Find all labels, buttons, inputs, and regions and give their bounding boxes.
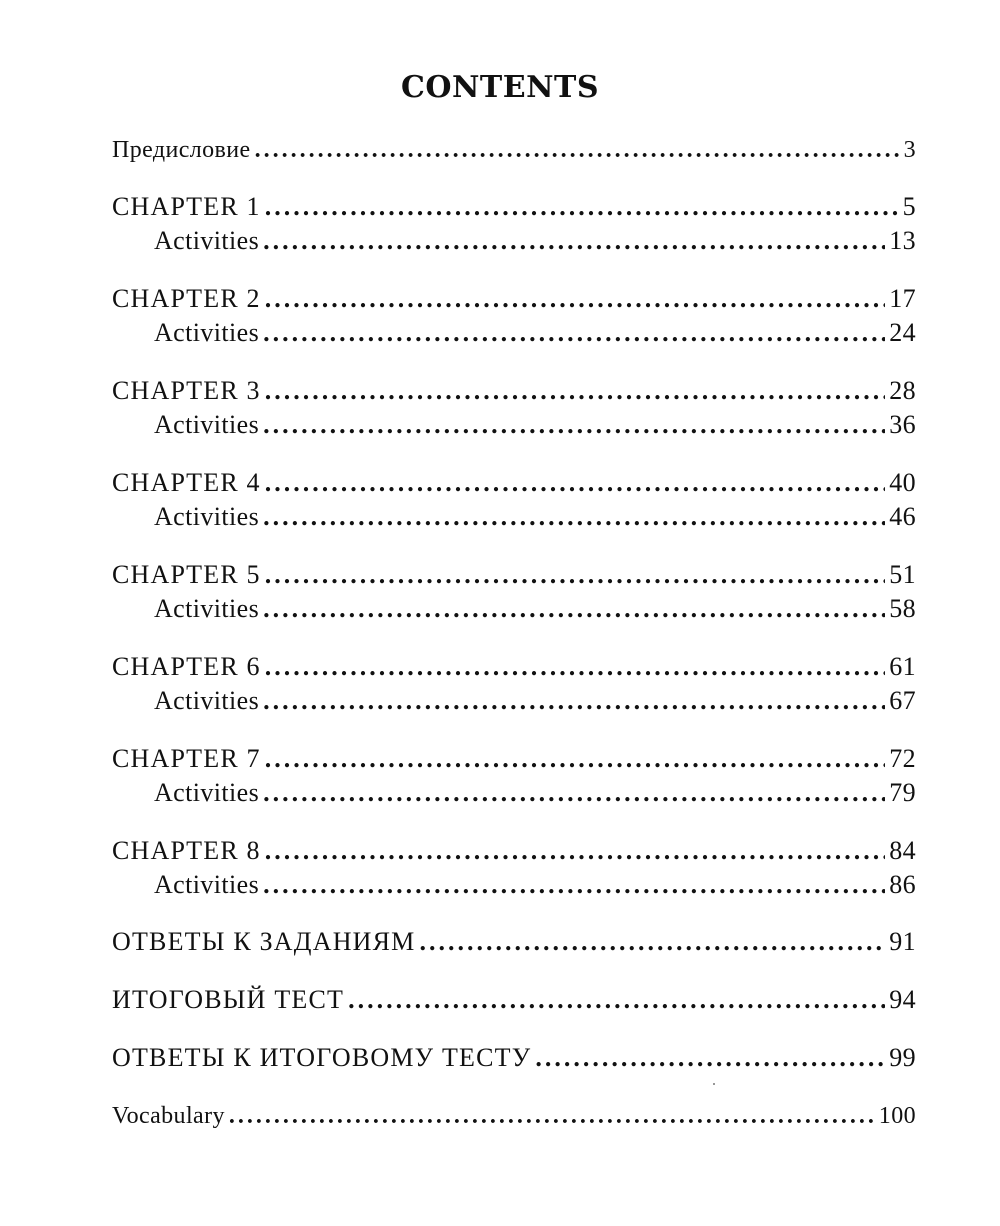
toc-entry-chapter-4[interactable] xyxy=(112,466,916,500)
toc-entry-label: Activities xyxy=(154,870,260,899)
toc-entry-label: ОТВЕТЫ К ЗАДАНИЯМ xyxy=(112,927,416,956)
toc-entry-label: Предисловие xyxy=(112,137,251,163)
toc-entry-label: Activities xyxy=(154,594,260,623)
toc-entry-activities-8[interactable] xyxy=(154,868,916,902)
dot-leader xyxy=(263,500,885,534)
toc-entry-page: 72 xyxy=(889,744,916,773)
toc-entry-activities-5[interactable] xyxy=(154,592,916,626)
toc-entry-label: Activities xyxy=(154,502,260,531)
toc-entry-page: 61 xyxy=(889,652,916,681)
dot-leader xyxy=(420,925,886,959)
toc-entry-page: 91 xyxy=(889,927,916,956)
toc-entry-label: CHAPTER 7 xyxy=(112,744,261,773)
toc-entry-label: CHAPTER 5 xyxy=(112,560,261,589)
toc-entry-page: 28 xyxy=(889,376,916,405)
toc-entry-page: 67 xyxy=(889,686,916,715)
dot-leader xyxy=(265,282,885,316)
toc-entry-activities-2[interactable] xyxy=(154,316,916,350)
toc-entry-chapter-3[interactable] xyxy=(112,374,916,408)
toc-entry-page: 99 xyxy=(889,1043,916,1072)
toc-entry-page: 17 xyxy=(889,284,916,313)
toc-entry-page: 86 xyxy=(889,870,916,899)
dot-leader xyxy=(263,592,885,626)
dot-leader xyxy=(265,374,885,408)
toc-entry-label: Activities xyxy=(154,226,260,255)
toc-entry-page: 58 xyxy=(889,594,916,623)
toc-entry-chapter-6[interactable] xyxy=(112,650,916,684)
toc-entry-activities-3[interactable] xyxy=(154,408,916,442)
toc-entry-label: Activities xyxy=(154,686,260,715)
toc-entry-final-test-answers[interactable] xyxy=(112,1041,916,1075)
dot-leader xyxy=(263,408,885,442)
page-title: CONTENTS xyxy=(400,70,600,105)
toc-entry-page: 13 xyxy=(889,226,916,255)
toc-entry-chapter-5[interactable] xyxy=(112,558,916,592)
toc-entry-label: CHAPTER 1 xyxy=(112,192,261,221)
dot-leader xyxy=(265,558,885,592)
toc-entry-page: 51 xyxy=(889,560,916,589)
toc-entry-preface[interactable] xyxy=(112,133,916,167)
toc-entry-page: 3 xyxy=(903,137,916,163)
toc-entry-label: Activities xyxy=(154,778,260,807)
toc-entry-label: CHAPTER 2 xyxy=(112,284,261,313)
dot-leader xyxy=(263,868,885,902)
toc-entry-label: CHAPTER 4 xyxy=(112,468,261,497)
toc-entry-chapter-8[interactable] xyxy=(112,834,916,868)
toc-entry-vocabulary[interactable] xyxy=(112,1099,916,1133)
toc-entry-label: CHAPTER 8 xyxy=(112,836,261,865)
dot-leader xyxy=(265,834,885,868)
toc-entry-chapter-7[interactable] xyxy=(112,742,916,776)
dot-leader xyxy=(265,190,899,224)
dot-leader xyxy=(263,316,885,350)
dot-leader xyxy=(535,1041,885,1075)
toc-entry-page: 84 xyxy=(889,836,916,865)
dot-leader xyxy=(229,1099,875,1133)
toc-entry-activities-1[interactable] xyxy=(154,224,916,258)
dot-leader xyxy=(263,776,885,810)
toc-entry-chapter-1[interactable] xyxy=(112,190,916,224)
toc-entry-label: CHAPTER 6 xyxy=(112,652,261,681)
toc-entry-label: Vocabulary xyxy=(112,1103,225,1129)
toc-entry-page: 5 xyxy=(902,192,916,221)
dot-leader xyxy=(348,983,885,1017)
toc-entry-page: 100 xyxy=(878,1103,916,1129)
toc-entry-answers[interactable] xyxy=(112,925,916,959)
toc-entry-activities-7[interactable] xyxy=(154,776,916,810)
dot-leader xyxy=(265,742,885,776)
dot-leader xyxy=(263,684,885,718)
toc-entry-page: 94 xyxy=(889,985,916,1014)
toc-entry-label: ОТВЕТЫ К ИТОГОВОМУ ТЕСТУ xyxy=(112,1043,532,1072)
dot-leader xyxy=(255,133,900,167)
toc-entry-label: Activities xyxy=(154,410,260,439)
toc-entry-page: 40 xyxy=(889,468,916,497)
toc-entry-page: 36 xyxy=(889,410,916,439)
dot-leader xyxy=(265,466,885,500)
toc-entry-label: CHAPTER 3 xyxy=(112,376,261,405)
toc-entry-activities-4[interactable] xyxy=(154,500,916,534)
toc-entry-label: ИТОГОВЫЙ ТЕСТ xyxy=(112,985,345,1014)
dot-leader xyxy=(263,224,885,258)
print-speck xyxy=(713,1083,715,1085)
dot-leader xyxy=(265,650,885,684)
toc-entry-page: 46 xyxy=(889,502,916,531)
toc-entry-final-test[interactable] xyxy=(112,983,916,1017)
toc-entry-page: 24 xyxy=(889,318,916,347)
toc-entry-activities-6[interactable] xyxy=(154,684,916,718)
toc-entry-page: 79 xyxy=(889,778,916,807)
toc-entry-label: Activities xyxy=(154,318,260,347)
toc-entry-chapter-2[interactable] xyxy=(112,282,916,316)
